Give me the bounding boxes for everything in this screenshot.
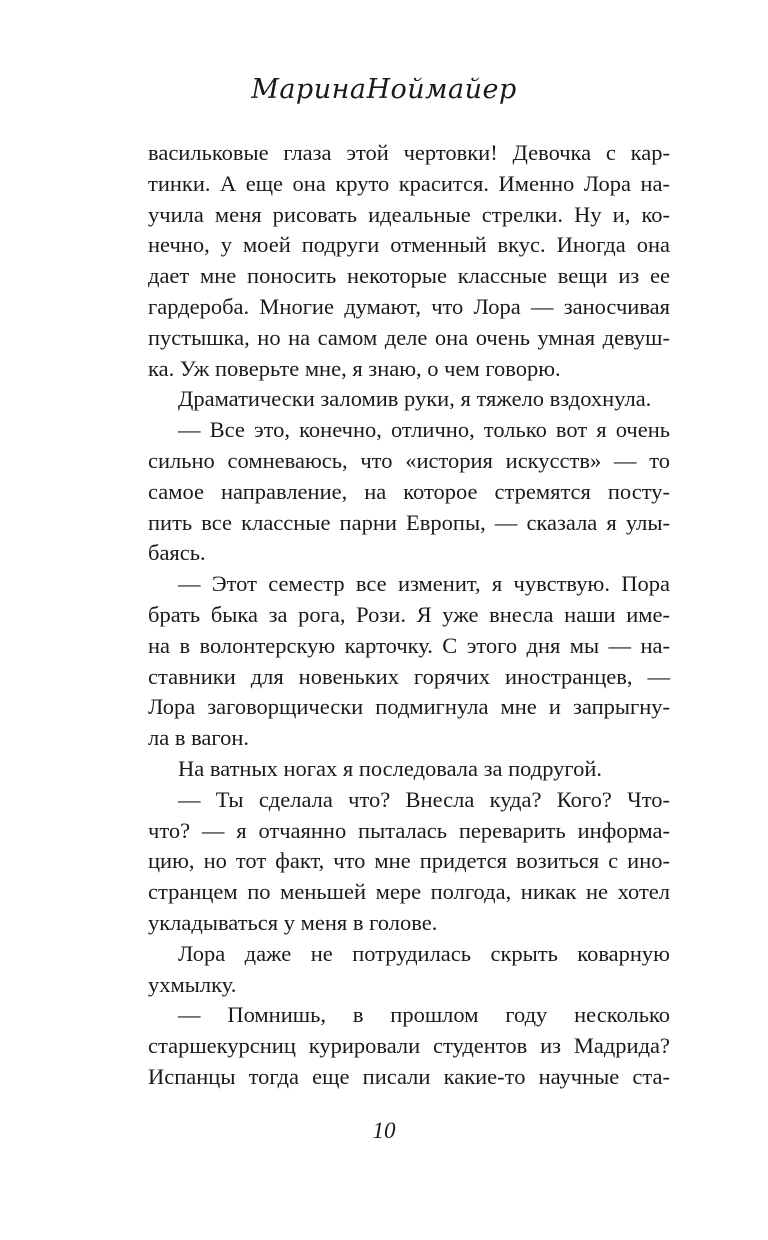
text-line: — Ты сделала что? Внесла куда? Кого? Что- — [178, 786, 670, 812]
text-line: — Помнишь, в прошлом году несколько — [178, 1002, 670, 1028]
text-line: сильно сомневаюсь, что «история искусств» — то — [148, 447, 670, 473]
text-line: укладываться у меня в голове. — [148, 909, 438, 935]
text-line: — Все это, конечно, отлично, только вот я очень — [178, 417, 670, 443]
text-line: странцем по меньшей мере полгода, никак не хотел — [148, 879, 670, 905]
text-line: самое направление, на которое стремятся посту- — [148, 478, 670, 504]
text-line: ставники для новеньких горячих иностранцев, — — [148, 663, 670, 689]
text-line: Лора заговорщически подмигнула мне и запрыгну- — [148, 694, 670, 720]
text-line: Испанцы тогда еще писали какие-то научные ста- — [148, 1063, 670, 1089]
text-line: васильковые глаза этой чертовки! Девочка с кар- — [148, 140, 670, 165]
text-line: баясь. — [148, 540, 206, 566]
page-number: 10 — [372, 1118, 396, 1143]
text-line: брать быка за рога, Рози. Я уже внесла наши име- — [148, 601, 670, 627]
text-line: дает мне поносить некоторые классные вещи из ее — [148, 263, 670, 289]
body-text — [148, 138, 670, 1093]
running-head-author: МаринаНоймайер — [251, 74, 517, 105]
text-line: гардероба. Многие думают, что Лора — заносчивая — [148, 293, 670, 319]
text-line: на в волонтерскую карточку. С этого дня мы — на- — [148, 632, 670, 658]
text-line: учила меня рисовать идеальные стрелки. Ну и, ко- — [148, 201, 670, 227]
text-line: тинки. А еще она круто красится. Именно Лора на- — [148, 170, 670, 196]
text-line: пустышка, но на самом деле она очень умная девуш- — [148, 324, 670, 350]
text-line: На ватных ногах я последовала за подругой. — [178, 755, 602, 781]
text-line: пить все классные парни Европы, — сказала я улы- — [148, 509, 670, 535]
text-line: что? — я отчаянно пыталась переварить информа- — [148, 817, 670, 843]
text-line: ла в вагон. — [148, 725, 249, 751]
text-line: Лора даже не потрудилась скрыть коварную — [178, 940, 670, 966]
text-line: Драматически заломив руки, я тяжело вздохнула. — [178, 386, 652, 412]
text-line: цию, но тот факт, что мне придется возиться с ино- — [148, 848, 670, 874]
text-line: старшекурсниц курировали студентов из Мадрида? — [148, 1033, 670, 1059]
text-line: нечно, у моей подруги отменный вкус. Иногда она — [148, 232, 670, 258]
text-line: ухмылку. — [148, 971, 237, 997]
text-line: — Этот семестр все изменит, я чувствую. Пора — [178, 571, 670, 597]
text-line: ка. Уж поверьте мне, я знаю, о чем говорю. — [148, 355, 561, 381]
